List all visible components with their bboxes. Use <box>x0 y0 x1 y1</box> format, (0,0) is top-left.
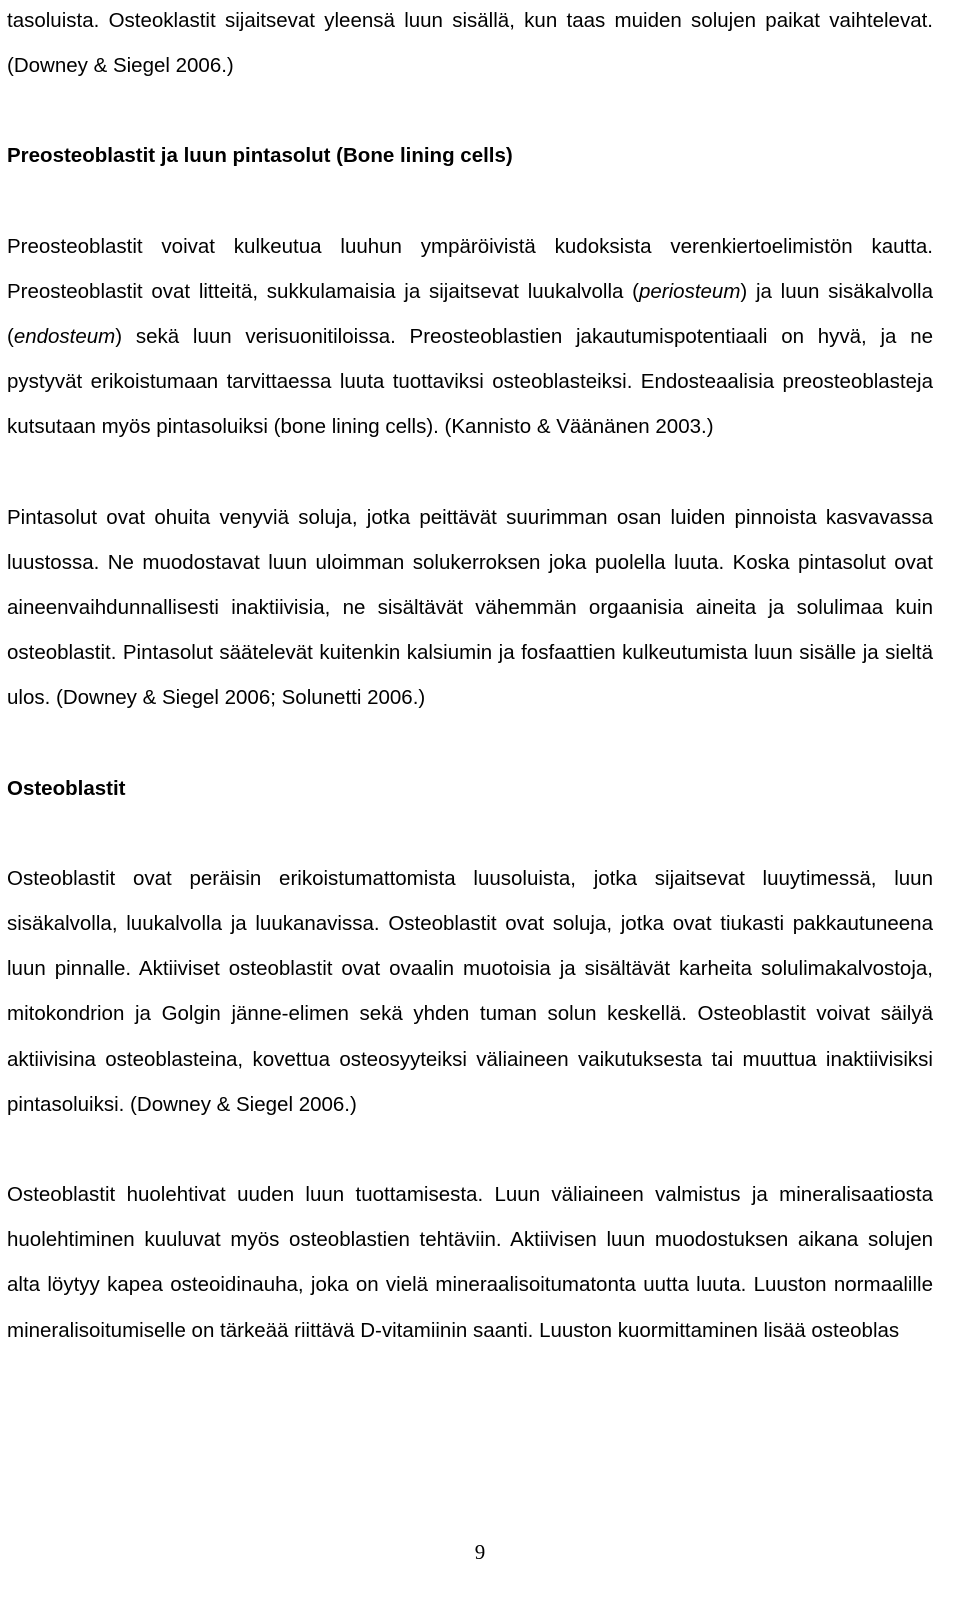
text-run: ) ja luun sisäkalvolla ( <box>7 279 933 349</box>
document-page <box>7 0 933 1353</box>
paragraph-preosteoblasts-1 <box>7 224 933 450</box>
text-run: Preosteoblastit voivat kulkeutua luuhun ympäröivistä kudoksista verenkiertoelimistön kautta. Preosteoblastit ovat litteitä, sukkulamaisia ja sijaitsevat luukalvolla ( <box>7 234 933 303</box>
paragraph-gap <box>7 811 933 856</box>
paragraph-osteoblasts-2: Osteoblastit huolehtivat uuden luun tuottamisesta. Luun väliaineen valmistus ja mineralisaatiosta huolehtiminen kuuluvat myös osteoblastien tehtäviin. Aktiivisen luun muodostuksen aikana solujen alta löytyy kapea osteoidinauha, joka on vielä mineraalisoitumatonta uutta luuta. Luuston normaalille mineralisoitumiselle on tärkeää riittävä D-vitamiinin saanti. Luuston kuormittaminen lisää osteoblas <box>7 1183 933 1342</box>
heading-osteoblasts: Osteoblastit <box>7 776 126 800</box>
text-run: ) sekä luun verisuonitiloissa. Preosteoblastien jakautumispotentiaali on hyvä, ja ne pystyvät erikoistumaan tarvittaessa luuta tuottaviksi osteoblasteiksi. Endosteaalisia preosteoblasteja kutsutaan myös pintasoluiksi (bone lining cells). (Kannisto & Väänänen 2003.) <box>7 325 933 439</box>
paragraph-gap <box>7 179 933 224</box>
paragraph-osteoblasts-1: Osteoblastit ovat peräisin erikoistumattomista luusoluista, jotka sijaitsevat luuytimessä, luun sisäkalvolla, luukalvolla ja luukanavissa. Osteoblastit ovat soluja, jotka ovat tiukasti pakkautuneena luun pinnalle. Aktiiviset osteoblastit ovat ovaalin muotoisia ja sisältävät karheita solulimakalvostoja, mitokondrion ja Golgin jänne-elimen sekä yhden tuman solun keskellä. Osteoblastit voivat säilyä aktiivisina osteoblasteina, kovettua osteosyyteiksi väliaineen vaikutuksesta tai muuttua inaktiivisiksi pintasoluiksi. (Downey & Siegel 2006.) <box>7 866 933 1116</box>
paragraph-gap <box>7 88 933 133</box>
paragraph-gap <box>7 450 933 495</box>
latin-term-endosteum: endosteum <box>13 325 116 349</box>
latin-term-periosteum: periosteum <box>639 279 741 303</box>
paragraph-bone-lining-cells: Pintasolut ovat ohuita venyviä soluja, jotka peittävät suurimman osan luiden pinnoista kasvavassa luustossa. Ne muodostavat luun uloimman solukerroksen joka puolella luuta. Koska pintasolut ovat aineenvaihdunnallisesti inaktiivisia, ne sisältävät vähemmän orgaanisia aineita ja solulimaa kuin osteoblastit. Pintasolut säätelevät kuitenkin kalsiumin ja fosfaattien kulkeutumista luun sisälle ja sieltä ulos. (Downey & Siegel 2006; Solunetti 2006.) <box>7 505 933 710</box>
paragraph-gap <box>7 721 933 766</box>
page-number: 9 <box>474 1540 486 1564</box>
paragraph-top-fragment: tasoluista. Osteoklastit sijaitsevat yleensä luun sisällä, kun taas muiden solujen paikat vaihtelevat. (Downey & Siegel 2006.) <box>7 9 933 78</box>
heading-preosteoblasts: Preosteoblastit ja luun pintasolut (Bone lining cells) <box>7 144 513 168</box>
paragraph-gap <box>7 1127 933 1172</box>
